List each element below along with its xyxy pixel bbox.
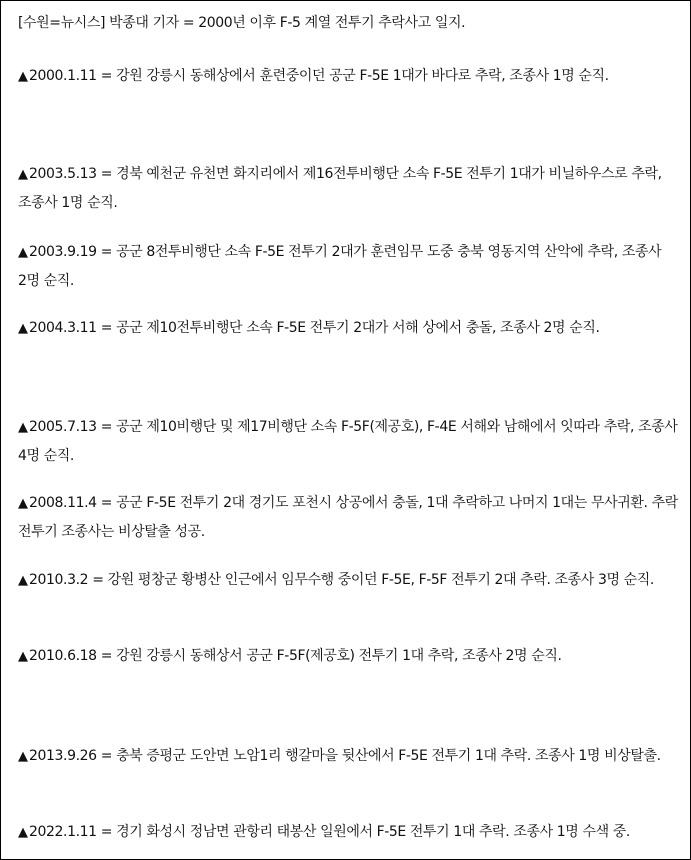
timeline-entry [18, 489, 678, 546]
timeline-entry [18, 818, 678, 847]
timeline-entry-text: 2010.6.18 = 강원 강릉시 동해상서 공군 F-5F(제공호) 전투기 1대 추락, 조종사 2명 순직. [29, 648, 562, 664]
timeline-entry [18, 62, 678, 91]
timeline-entry [18, 642, 678, 671]
timeline-entry-text: 2010.3.2 = 강원 평창군 황병산 인근에서 임무수행 중이던 F-5E, F-5F 전투기 2대 추락. 조종사 3명 순직. [29, 572, 654, 588]
timeline-entry [18, 238, 678, 295]
timeline-entry [18, 413, 678, 470]
timeline-entry-text: 2008.11.4 = 공군 F-5E 전투기 2대 경기도 포천시 상공에서 충돌, 1대 추락하고 나머지 1대는 무사귀환. 추락 전투기 조종사는 비상탈출 성공. [18, 495, 678, 540]
timeline-entry-text: 2005.7.13 = 공군 제10비행단 및 제17비행단 소속 F-5F(제공호), F-4E 서해와 남해에서 잇따라 추락, 조종사 4명 순직. [18, 419, 678, 464]
timeline-entry [18, 160, 678, 217]
timeline-entry-text: 2022.1.11 = 경기 화성시 정남면 관항리 태봉산 일원에서 F-5E 전투기 1대 추락. 조종사 1명 수색 중. [29, 824, 630, 840]
triangle-marker-icon: ▲ [18, 420, 28, 435]
triangle-marker-icon: ▲ [18, 649, 28, 664]
triangle-marker-icon: ▲ [18, 69, 28, 84]
triangle-marker-icon: ▲ [18, 496, 28, 511]
timeline-entry-text: 2013.9.26 = 충북 증평군 도안면 노암1리 행갈마을 뒷산에서 F-5E 전투기 1대 추락. 조종사 1명 비상탈출. [29, 748, 661, 764]
triangle-marker-icon: ▲ [18, 167, 28, 182]
timeline-entry-text: 2003.9.19 = 공군 8전투비행단 소속 F-5E 전투기 2대가 훈련임무 도중 충북 영동지역 산악에 추락, 조종사 2명 순직. [18, 244, 662, 289]
timeline-entry [18, 742, 678, 771]
timeline-entry-text: 2004.3.11 = 공군 제10전투비행단 소속 F-5E 전투기 2대가 서해 상에서 충돌, 조종사 2명 순직. [29, 320, 600, 336]
timeline-entry-text: 2000.1.11 = 강원 강릉시 동해상에서 훈련중이던 공군 F-5E 1대가 바다로 추락, 조종사 1명 순직. [29, 68, 609, 84]
triangle-marker-icon: ▲ [18, 321, 28, 336]
triangle-marker-icon: ▲ [18, 245, 28, 260]
timeline-entry [18, 566, 678, 595]
triangle-marker-icon: ▲ [18, 573, 28, 588]
timeline-entry [18, 314, 678, 343]
article-byline: [수원=뉴시스] 박종대 기자 = 2000년 이후 F-5 계열 전투기 추락사고 일지. [18, 15, 466, 31]
timeline-entry-text: 2003.5.13 = 경북 예천군 유천면 화지리에서 제16전투비행단 소속 F-5E 전투기 1대가 비닐하우스로 추락, 조종사 1명 순직. [18, 166, 662, 211]
triangle-marker-icon: ▲ [18, 749, 28, 764]
triangle-marker-icon: ▲ [18, 825, 28, 840]
